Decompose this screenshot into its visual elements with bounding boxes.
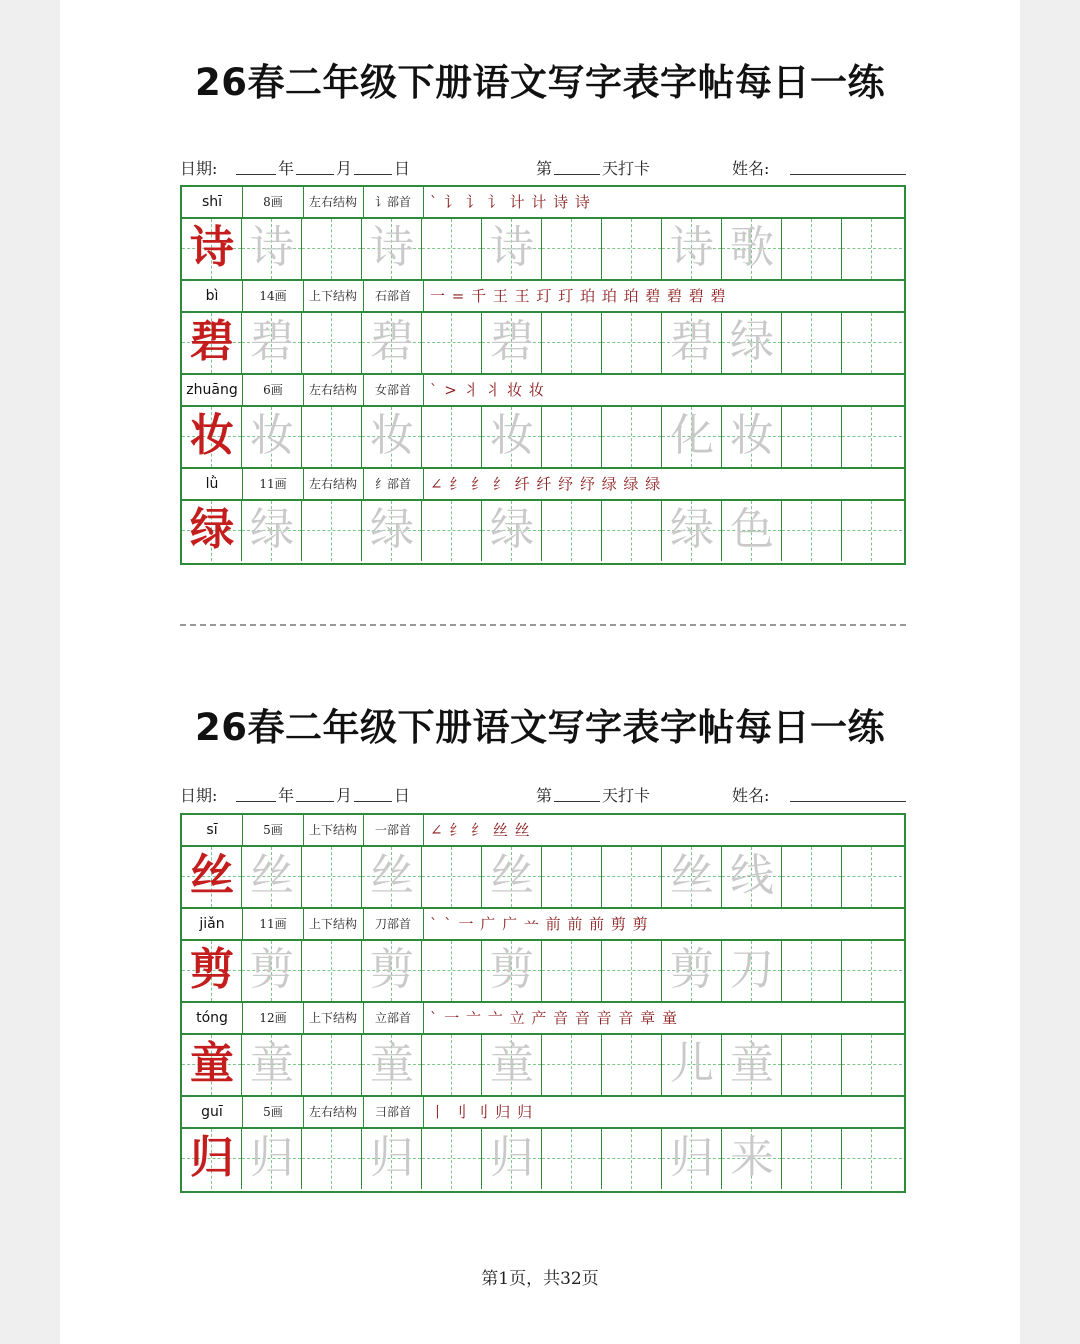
practice-box[interactable] — [422, 313, 482, 373]
practice-box[interactable] — [302, 219, 362, 279]
trace-char: 绿 — [670, 504, 714, 555]
practice-box[interactable] — [482, 313, 542, 373]
trace-char: 妆 — [730, 410, 774, 461]
trace-char: 诗 — [490, 222, 534, 273]
pinyin: lǜ — [182, 469, 243, 499]
trace-char: 诗 — [670, 222, 714, 273]
pinyin: sī — [182, 815, 243, 845]
stroke-count: 5画 — [243, 815, 304, 845]
model-char: 剪 — [190, 944, 234, 995]
stroke-order: ` 讠 讠 讠 计 计 诗 诗 — [430, 193, 591, 211]
practice-box[interactable] — [482, 941, 542, 1001]
trace-char: 碧 — [250, 316, 294, 367]
practice-box[interactable] — [782, 1035, 842, 1095]
trace-char: 童 — [250, 1038, 294, 1089]
practice-box[interactable] — [362, 407, 422, 467]
practice-box[interactable] — [602, 1129, 662, 1189]
trace-char: 线 — [730, 850, 774, 901]
practice-box[interactable] — [302, 1129, 362, 1189]
radical: 立部首 — [363, 1003, 424, 1033]
practice-box[interactable] — [242, 1129, 302, 1189]
info-line — [180, 783, 906, 807]
practice-box[interactable] — [842, 1035, 902, 1095]
stroke-count: 14画 — [243, 281, 304, 311]
trace-char: 童 — [370, 1038, 414, 1089]
date-month-blank[interactable] — [296, 783, 334, 802]
practice-box[interactable] — [662, 313, 722, 373]
radical: 讠部首 — [363, 187, 424, 217]
worksheet-title: 26春二年级下册语文写字表字帖每日一练 — [195, 61, 885, 104]
worksheet-title: 26春二年级下册语文写字表字帖每日一练 — [195, 706, 885, 749]
pinyin: zhuāng — [182, 375, 243, 405]
trace-char: 剪 — [670, 944, 714, 995]
stroke-order: 一 = 千 王 王 玎 玎 珀 珀 珀 碧 碧 碧 碧 — [430, 287, 727, 305]
practice-box[interactable] — [662, 219, 722, 279]
name-label: 姓名: — [732, 159, 770, 178]
stroke-count: 8画 — [243, 187, 304, 217]
trace-char: 剪 — [490, 944, 534, 995]
year-label: 年 — [278, 786, 295, 805]
checkin-day-blank[interactable] — [554, 783, 600, 802]
day-prefix-label: 第 — [536, 159, 553, 178]
pinyin: jiǎn — [182, 909, 243, 939]
trace-char: 碧 — [490, 316, 534, 367]
practice-box[interactable] — [242, 219, 302, 279]
practice-box[interactable] — [362, 847, 422, 907]
practice-box[interactable] — [542, 313, 602, 373]
practice-box[interactable] — [542, 1129, 602, 1189]
practice-box[interactable] — [242, 313, 302, 373]
checkin-label: 天打卡 — [602, 159, 651, 178]
model-char-box — [182, 847, 242, 907]
practice-box[interactable] — [542, 1035, 602, 1095]
model-char-box — [182, 407, 242, 467]
radical: 纟部首 — [363, 469, 424, 499]
practice-box[interactable] — [722, 1129, 782, 1189]
practice-box[interactable] — [842, 847, 902, 907]
practice-box[interactable] — [302, 407, 362, 467]
date-month-blank[interactable] — [296, 156, 334, 175]
trace-char: 归 — [250, 1132, 294, 1183]
practice-box[interactable] — [362, 501, 422, 561]
practice-box[interactable] — [662, 941, 722, 1001]
date-label: 日期: — [180, 786, 218, 805]
checkin-day-blank[interactable] — [554, 156, 600, 175]
trace-char: 绿 — [250, 504, 294, 555]
practice-box[interactable] — [362, 941, 422, 1001]
char-info-row — [182, 375, 904, 407]
page-footer: 第1页，共32页 — [481, 1269, 599, 1289]
model-char-box — [182, 313, 242, 373]
pinyin: guī — [182, 1097, 243, 1127]
month-label: 月 — [336, 159, 353, 178]
structure: 左右结构 — [303, 187, 364, 217]
practice-box[interactable] — [602, 941, 662, 1001]
checkin-label: 天打卡 — [602, 786, 651, 805]
practice-box[interactable] — [482, 501, 542, 561]
stroke-order: ` > 丬 丬 妆 妆 — [430, 381, 545, 399]
model-char-box — [182, 1129, 242, 1189]
stroke-count: 5画 — [243, 1097, 304, 1127]
trace-char: 色 — [730, 504, 774, 555]
practice-box[interactable] — [362, 313, 422, 373]
practice-box[interactable] — [422, 847, 482, 907]
date-day-blank[interactable] — [354, 156, 392, 175]
trace-char: 丝 — [490, 850, 534, 901]
writing-row — [182, 1035, 904, 1097]
practice-box[interactable] — [782, 313, 842, 373]
practice-box[interactable] — [422, 219, 482, 279]
trace-char: 碧 — [670, 316, 714, 367]
practice-box[interactable] — [602, 313, 662, 373]
practice-box[interactable] — [542, 219, 602, 279]
practice-box[interactable] — [482, 1129, 542, 1189]
practice-box[interactable] — [722, 313, 782, 373]
trace-char: 剪 — [250, 944, 294, 995]
practice-box[interactable] — [302, 313, 362, 373]
practice-box[interactable] — [722, 407, 782, 467]
trace-char: 妆 — [490, 410, 534, 461]
structure: 左右结构 — [303, 375, 364, 405]
stroke-order: ` 一 亠 亠 立 产 音 音 音 音 章 童 — [430, 1009, 678, 1027]
practice-box[interactable] — [842, 501, 902, 561]
practice-box[interactable] — [242, 407, 302, 467]
practice-box[interactable] — [482, 847, 542, 907]
trace-char: 妆 — [370, 410, 414, 461]
trace-char: 碧 — [370, 316, 414, 367]
writing-row — [182, 313, 904, 375]
practice-box[interactable] — [422, 1035, 482, 1095]
practice-box[interactable] — [782, 941, 842, 1001]
writing-row — [182, 1129, 904, 1191]
practice-box[interactable] — [722, 219, 782, 279]
char-info-row — [182, 187, 904, 219]
practice-box[interactable] — [482, 1035, 542, 1095]
practice-box[interactable] — [842, 219, 902, 279]
practice-box[interactable] — [482, 219, 542, 279]
trace-char: 绿 — [370, 504, 414, 555]
writing-row — [182, 407, 904, 469]
day-label: 日 — [394, 159, 411, 178]
practice-box[interactable] — [722, 1035, 782, 1095]
pinyin: shī — [182, 187, 243, 217]
model-char: 绿 — [190, 504, 234, 555]
cut-separator — [180, 624, 906, 626]
radical: 一部首 — [363, 815, 424, 845]
practice-box[interactable] — [662, 407, 722, 467]
model-char: 童 — [190, 1038, 234, 1089]
date-label: 日期: — [180, 159, 218, 178]
practice-box[interactable] — [602, 219, 662, 279]
practice-box[interactable] — [662, 1035, 722, 1095]
practice-box[interactable] — [602, 847, 662, 907]
structure: 上下结构 — [303, 1003, 364, 1033]
radical: 彐部首 — [363, 1097, 424, 1127]
practice-box[interactable] — [782, 847, 842, 907]
pinyin: bì — [182, 281, 243, 311]
trace-char: 绿 — [490, 504, 534, 555]
structure: 上下结构 — [303, 281, 364, 311]
practice-box[interactable] — [422, 1129, 482, 1189]
trace-char: 童 — [490, 1038, 534, 1089]
trace-char: 绿 — [730, 316, 774, 367]
trace-char: 刀 — [730, 944, 774, 995]
practice-box[interactable] — [842, 313, 902, 373]
practice-box[interactable] — [242, 941, 302, 1001]
radical: 刀部首 — [363, 909, 424, 939]
model-char: 诗 — [190, 222, 234, 273]
name-label: 姓名: — [732, 786, 770, 805]
year-label: 年 — [278, 159, 295, 178]
practice-box[interactable] — [242, 847, 302, 907]
trace-char: 丝 — [250, 850, 294, 901]
date-year-blank[interactable] — [236, 156, 276, 175]
char-info-row — [182, 469, 904, 501]
structure: 左右结构 — [303, 1097, 364, 1127]
model-char-box — [182, 219, 242, 279]
stroke-order: ∠ 纟 纟 丝 丝 — [430, 821, 531, 839]
practice-box[interactable] — [722, 847, 782, 907]
trace-char: 归 — [490, 1132, 534, 1183]
practice-box[interactable] — [302, 1035, 362, 1095]
practice-box[interactable] — [362, 1035, 422, 1095]
practice-box[interactable] — [242, 501, 302, 561]
structure: 左右结构 — [303, 469, 364, 499]
practice-box[interactable] — [842, 941, 902, 1001]
practice-box[interactable] — [542, 407, 602, 467]
practice-grid — [180, 813, 906, 1193]
practice-box[interactable] — [542, 501, 602, 561]
trace-char: 儿 — [670, 1038, 714, 1089]
month-label: 月 — [336, 786, 353, 805]
writing-row — [182, 501, 904, 563]
structure: 上下结构 — [303, 815, 364, 845]
stroke-count: 12画 — [243, 1003, 304, 1033]
stroke-order: 丨 刂 刂 归 归 — [430, 1103, 534, 1121]
trace-char: 剪 — [370, 944, 414, 995]
radical: 女部首 — [363, 375, 424, 405]
stroke-count: 11画 — [243, 469, 304, 499]
char-info-row — [182, 281, 904, 313]
char-info-row — [182, 815, 904, 847]
day-label: 日 — [394, 786, 411, 805]
structure: 上下结构 — [303, 909, 364, 939]
practice-grid — [180, 185, 906, 565]
practice-box[interactable] — [782, 219, 842, 279]
name-blank[interactable] — [790, 783, 906, 802]
char-info-row — [182, 1097, 904, 1129]
practice-box[interactable] — [542, 941, 602, 1001]
char-info-row — [182, 909, 904, 941]
model-char-box — [182, 1035, 242, 1095]
info-line — [180, 156, 906, 180]
practice-box[interactable] — [302, 941, 362, 1001]
trace-char: 诗 — [250, 222, 294, 273]
stroke-count: 11画 — [243, 909, 304, 939]
trace-char: 归 — [370, 1132, 414, 1183]
practice-box[interactable] — [362, 219, 422, 279]
writing-row — [182, 847, 904, 909]
practice-box[interactable] — [722, 501, 782, 561]
date-year-blank[interactable] — [236, 783, 276, 802]
pinyin: tóng — [182, 1003, 243, 1033]
model-char-box — [182, 941, 242, 1001]
practice-box[interactable] — [422, 407, 482, 467]
model-char-box — [182, 501, 242, 561]
day-prefix-label: 第 — [536, 786, 553, 805]
trace-char: 诗 — [370, 222, 414, 273]
practice-box[interactable] — [482, 407, 542, 467]
stroke-count: 6画 — [243, 375, 304, 405]
practice-box[interactable] — [662, 847, 722, 907]
practice-box[interactable] — [782, 1129, 842, 1189]
practice-box[interactable] — [302, 847, 362, 907]
practice-box[interactable] — [602, 501, 662, 561]
name-blank[interactable] — [790, 156, 906, 175]
stroke-order: ∠ 纟 纟 纟 纤 纤 纾 纾 绿 绿 绿 — [430, 475, 662, 493]
practice-box[interactable] — [662, 501, 722, 561]
trace-char: 丝 — [370, 850, 414, 901]
practice-box[interactable] — [422, 501, 482, 561]
trace-char: 来 — [730, 1132, 774, 1183]
model-char: 碧 — [190, 316, 234, 367]
char-info-row — [182, 1003, 904, 1035]
trace-char: 妆 — [250, 410, 294, 461]
trace-char: 丝 — [670, 850, 714, 901]
stroke-order: ` ` 一 广 广 䒑 前 前 前 剪 剪 — [430, 915, 649, 933]
practice-box[interactable] — [422, 941, 482, 1001]
trace-char: 童 — [730, 1038, 774, 1089]
radical: 石部首 — [363, 281, 424, 311]
practice-box[interactable] — [302, 501, 362, 561]
practice-box[interactable] — [602, 1035, 662, 1095]
practice-box[interactable] — [242, 1035, 302, 1095]
trace-char: 歌 — [730, 222, 774, 273]
trace-char: 归 — [670, 1132, 714, 1183]
practice-box[interactable] — [782, 407, 842, 467]
practice-box[interactable] — [662, 1129, 722, 1189]
model-char: 丝 — [190, 850, 234, 901]
writing-row — [182, 941, 904, 1003]
trace-char: 化 — [670, 410, 714, 461]
practice-box[interactable] — [362, 1129, 422, 1189]
practice-box[interactable] — [542, 847, 602, 907]
practice-box[interactable] — [722, 941, 782, 1001]
practice-box[interactable] — [842, 1129, 902, 1189]
date-day-blank[interactable] — [354, 783, 392, 802]
practice-box[interactable] — [602, 407, 662, 467]
model-char: 妆 — [190, 410, 234, 461]
writing-row — [182, 219, 904, 281]
model-char: 归 — [190, 1132, 234, 1183]
practice-box[interactable] — [842, 407, 902, 467]
practice-box[interactable] — [782, 501, 842, 561]
